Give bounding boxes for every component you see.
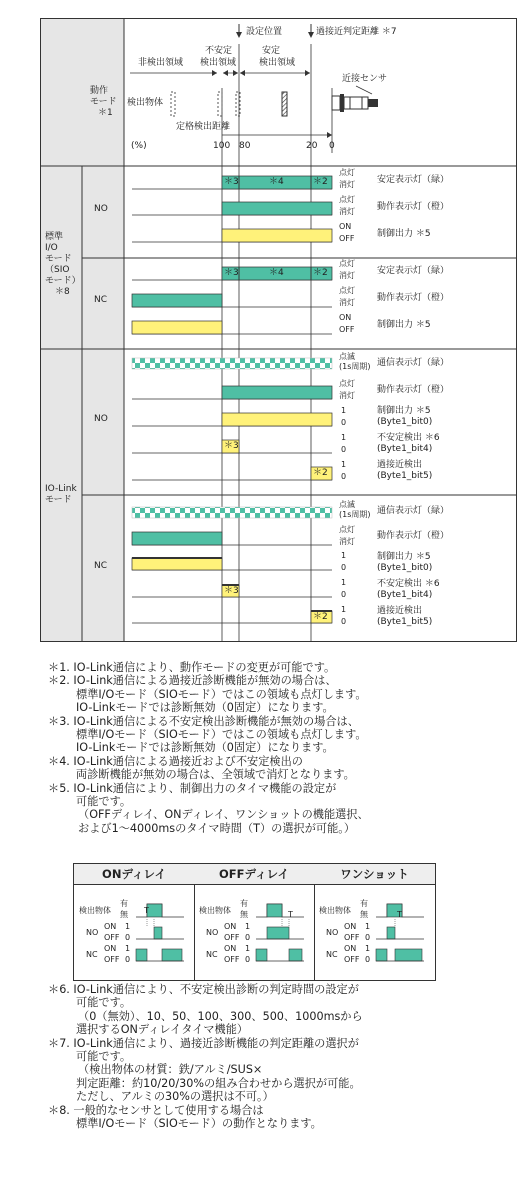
state-on-lit: 点灯 bbox=[339, 168, 355, 177]
signal-byte1-bit4: (Byte1_bit4) bbox=[377, 590, 433, 600]
note-line: （検出物体の材質：鉄/アルミ/SUS× bbox=[78, 1063, 263, 1077]
mark-4: ＊4 bbox=[269, 268, 284, 278]
signal-byte1-bit5: (Byte1_bit5) bbox=[377, 471, 433, 481]
detect-object-label: 検出物体 bbox=[199, 906, 231, 915]
unstable-region-label-1: 不安定 bbox=[205, 46, 233, 56]
off-label: OFF bbox=[104, 933, 120, 942]
state-one: 1 bbox=[341, 460, 347, 469]
note-line: ＊2. IO-Link通信による過接近診断機能が無効の場合は、 bbox=[48, 674, 337, 688]
state-blink: 点滅 bbox=[339, 500, 355, 509]
nc-label: NC bbox=[86, 950, 98, 959]
note-line: ＊8. 一般的なセンサとして使用する場合は bbox=[48, 1103, 264, 1117]
state-on-lit: 点灯 bbox=[339, 286, 355, 295]
off-label: OFF bbox=[344, 955, 360, 964]
signal-comm-lamp: 通信表示灯（緑） bbox=[377, 358, 450, 368]
io-nc-label: NC bbox=[94, 561, 108, 571]
signal-control-output-io: 制御出力 ＊5 bbox=[377, 552, 431, 562]
signal-control-output: 制御出力 ＊5 bbox=[377, 229, 431, 239]
note-line: ＊4. IO-Link通信による過接近および不安定検出の bbox=[48, 754, 303, 768]
mark-3: ＊3 bbox=[224, 268, 239, 278]
one-label: 1 bbox=[365, 922, 371, 931]
none-label: 無 bbox=[240, 910, 248, 919]
on-label: ON bbox=[344, 944, 357, 953]
state-blink-period: (1s周期) bbox=[339, 362, 371, 371]
notes-section-1 bbox=[48, 661, 369, 835]
state-on-lit: 点灯 bbox=[339, 525, 355, 534]
signal-operation-lamp: 動作表示灯（橙） bbox=[377, 531, 450, 541]
signal-stable-lamp: 安定表示灯（緑） bbox=[377, 175, 450, 185]
mark-3: ＊3 bbox=[224, 586, 239, 596]
signal-control-output: 制御出力 ＊5 bbox=[377, 320, 431, 330]
state-zero: 0 bbox=[341, 617, 347, 626]
mark-2: ＊2 bbox=[313, 268, 328, 278]
state-zero: 0 bbox=[341, 472, 347, 481]
signal-unstable-detect: 不安定検出 ＊6 bbox=[377, 579, 440, 589]
note-line: ＊5. IO-Link通信により、制御出力のタイマ機能の設定が bbox=[48, 781, 337, 795]
set-position-label: 設定位置 bbox=[246, 27, 283, 37]
one-label: 1 bbox=[245, 922, 251, 931]
no-label: NO bbox=[206, 928, 219, 937]
yes-label: 有 bbox=[360, 899, 368, 908]
note-line: （0（無効）、10、50、100、300、500、1000msから bbox=[78, 1009, 363, 1023]
percent-label: (%) bbox=[131, 141, 147, 151]
unstable-region-label-2: 検出領域 bbox=[200, 58, 237, 68]
off-label: OFF bbox=[104, 955, 120, 964]
detect-object-label: 検出物体 bbox=[319, 906, 351, 915]
state-one: 1 bbox=[341, 433, 347, 442]
zero-label: 0 bbox=[365, 955, 371, 964]
zero-label: 0 bbox=[125, 933, 131, 942]
state-off-lit: 消灯 bbox=[339, 537, 355, 546]
note-line: 標準I/Oモード（SIOモード）ではこの領域も点灯します。 bbox=[76, 728, 367, 742]
note-line: 可能です。 bbox=[76, 1050, 132, 1064]
state-zero: 0 bbox=[341, 563, 347, 572]
none-label: 無 bbox=[360, 910, 368, 919]
state-one: 1 bbox=[341, 605, 347, 614]
state-blink: 点滅 bbox=[339, 352, 355, 361]
off-label: OFF bbox=[224, 955, 240, 964]
note-line: ただし、アルミの30%の選択は不可。） bbox=[76, 1090, 274, 1104]
stable-region-label-2: 検出領域 bbox=[259, 58, 296, 68]
signal-byte1-bit0: (Byte1_bit0) bbox=[377, 417, 433, 427]
detect-object-label: 検出物体 bbox=[127, 98, 164, 108]
std-no-label: NO bbox=[94, 204, 108, 214]
state-on-lit: 点灯 bbox=[339, 195, 355, 204]
no-label: NO bbox=[86, 928, 99, 937]
state-on: ON bbox=[339, 313, 352, 322]
signal-operation-lamp: 動作表示灯（橙） bbox=[377, 202, 450, 212]
nc-label: NC bbox=[326, 950, 338, 959]
one-label: 1 bbox=[125, 944, 131, 953]
mark-2: ＊2 bbox=[313, 177, 328, 187]
timer-header: ワンショット bbox=[314, 864, 435, 885]
signal-stable-lamp: 安定表示灯（緑） bbox=[377, 266, 450, 276]
timer-header: OFFディレイ bbox=[194, 864, 314, 885]
note-line: ＊3. IO-Link通信による不安定検出診断機能が無効の場合は、 bbox=[48, 714, 359, 728]
tick-0: 0 bbox=[329, 141, 335, 151]
one-label: 1 bbox=[125, 922, 131, 931]
state-one: 1 bbox=[341, 406, 347, 415]
yes-label: 有 bbox=[240, 899, 248, 908]
timer-header: ONディレイ bbox=[74, 864, 194, 885]
signal-comm-lamp: 通信表示灯（緑） bbox=[377, 506, 450, 516]
note-line: （OFFディレイ、ONディレイ、ワンショットの機能選択、 bbox=[78, 808, 369, 822]
t-label: T bbox=[397, 910, 402, 919]
note-line: 両診断機能が無効の場合は、全領域で消灯となります。 bbox=[76, 768, 355, 782]
rated-distance-label: 定格検出距離 bbox=[176, 122, 231, 132]
proximity-sensor-label: 近接センサ bbox=[342, 74, 388, 84]
zero-label: 0 bbox=[245, 933, 251, 942]
nc-label: NC bbox=[206, 950, 218, 959]
tick-100: 100 bbox=[213, 141, 231, 151]
note-line: ＊6. IO-Link通信により、不安定検出診断の判定時間の設定が bbox=[48, 983, 359, 996]
note-line: IO-Linkモードでは診断無効（0固定）になります。 bbox=[76, 701, 334, 715]
none-label: 無 bbox=[120, 910, 128, 919]
on-label: ON bbox=[104, 922, 117, 931]
on-label: ON bbox=[224, 922, 237, 931]
state-on-lit: 点灯 bbox=[339, 379, 355, 388]
standard-io-mode-label: 標準 I/O モード （SIO モード） ＊8 bbox=[45, 232, 81, 297]
tick-20: 20 bbox=[306, 141, 318, 151]
off-label: OFF bbox=[344, 933, 360, 942]
near-proximity-label: 過接近判定距離 ＊7 bbox=[316, 27, 397, 37]
state-one: 1 bbox=[341, 551, 347, 560]
off-label: OFF bbox=[224, 933, 240, 942]
state-off-lit: 消灯 bbox=[339, 391, 355, 400]
zero-label: 0 bbox=[245, 955, 251, 964]
zero-label: 0 bbox=[125, 955, 131, 964]
signal-byte1-bit5: (Byte1_bit5) bbox=[377, 617, 433, 627]
on-label: ON bbox=[224, 944, 237, 953]
state-zero: 0 bbox=[341, 445, 347, 454]
signal-byte1-bit4: (Byte1_bit4) bbox=[377, 444, 433, 454]
io-no-label: NO bbox=[94, 414, 108, 424]
state-off-lit: 消灯 bbox=[339, 271, 355, 280]
state-blink-period: (1s周期) bbox=[339, 510, 371, 519]
signal-near-detect: 過接近検出 bbox=[377, 606, 423, 616]
note-line: ＊7. IO-Link通信により、過接近診断機能の判定距離の選択が bbox=[48, 1036, 359, 1050]
yes-label: 有 bbox=[120, 899, 128, 908]
one-label: 1 bbox=[245, 944, 251, 953]
note-line: 可能です。 bbox=[76, 795, 132, 809]
state-off: OFF bbox=[339, 325, 355, 334]
mark-2: ＊2 bbox=[313, 612, 328, 622]
mark-4: ＊4 bbox=[269, 177, 284, 187]
iolink-mode-label: IO-Link モード bbox=[45, 484, 77, 505]
state-zero: 0 bbox=[341, 418, 347, 427]
note-line: IO-Linkモードでは診断無効（0固定）になります。 bbox=[76, 741, 334, 755]
note-line: 選択するONディレイタイマ機能） bbox=[76, 1023, 249, 1037]
off-delay-waves bbox=[256, 904, 304, 961]
stable-region-label-1: 安定 bbox=[262, 46, 281, 56]
state-one: 1 bbox=[341, 578, 347, 587]
signal-byte1-bit0: (Byte1_bit0) bbox=[377, 563, 433, 573]
state-zero: 0 bbox=[341, 590, 347, 599]
t-label: T bbox=[288, 910, 293, 919]
t-label: T bbox=[144, 906, 149, 915]
signal-operation-lamp: 動作表示灯（橙） bbox=[377, 385, 450, 395]
note-line: 可能です。 bbox=[76, 996, 132, 1010]
std-nc-label: NC bbox=[94, 295, 108, 305]
note-line: 標準I/Oモード（SIOモード）ではこの領域も点灯します。 bbox=[76, 687, 367, 701]
operation-mode-label-2: モード bbox=[90, 97, 117, 107]
mark-2: ＊2 bbox=[313, 468, 328, 478]
signal-operation-lamp: 動作表示灯（橙） bbox=[377, 293, 450, 303]
timing-diagram bbox=[40, 18, 517, 642]
state-on-lit: 点灯 bbox=[339, 259, 355, 268]
state-off-lit: 消灯 bbox=[339, 180, 355, 189]
mark-3: ＊3 bbox=[224, 177, 239, 187]
note-line: 標準I/Oモード（SIOモード）の動作となります。 bbox=[76, 1117, 322, 1131]
state-off-lit: 消灯 bbox=[339, 298, 355, 307]
zero-label: 0 bbox=[365, 933, 371, 942]
state-off-lit: 消灯 bbox=[339, 207, 355, 216]
note-line: ＊1. IO-Link通信により、動作モードの変更が可能です。 bbox=[48, 661, 336, 674]
signal-unstable-detect: 不安定検出 ＊6 bbox=[377, 433, 440, 443]
one-label: 1 bbox=[365, 944, 371, 953]
on-label: ON bbox=[344, 922, 357, 931]
signal-control-output-io: 制御出力 ＊5 bbox=[377, 406, 431, 416]
mark-3: ＊3 bbox=[224, 441, 239, 451]
notes-section-2 bbox=[48, 983, 363, 1130]
note-line: 判定距離：約10/20/30%の組み合わせから選択が可能。 bbox=[76, 1076, 361, 1090]
state-on: ON bbox=[339, 222, 352, 231]
state-off: OFF bbox=[339, 234, 355, 243]
timer-function-table bbox=[73, 863, 436, 981]
no-label: NO bbox=[326, 928, 339, 937]
on-label: ON bbox=[104, 944, 117, 953]
note-line: および1～4000msのタイマ時間（T）の選択が可能。） bbox=[78, 821, 356, 835]
detect-object-label: 検出物体 bbox=[79, 906, 111, 915]
signal-near-detect: 過接近検出 bbox=[377, 460, 423, 470]
tick-80: 80 bbox=[239, 141, 251, 151]
non-detect-region-label: 非検出領域 bbox=[138, 58, 184, 68]
operation-mode-label-1: 動作 bbox=[90, 86, 109, 96]
operation-mode-label-3: ＊1 bbox=[98, 108, 113, 118]
